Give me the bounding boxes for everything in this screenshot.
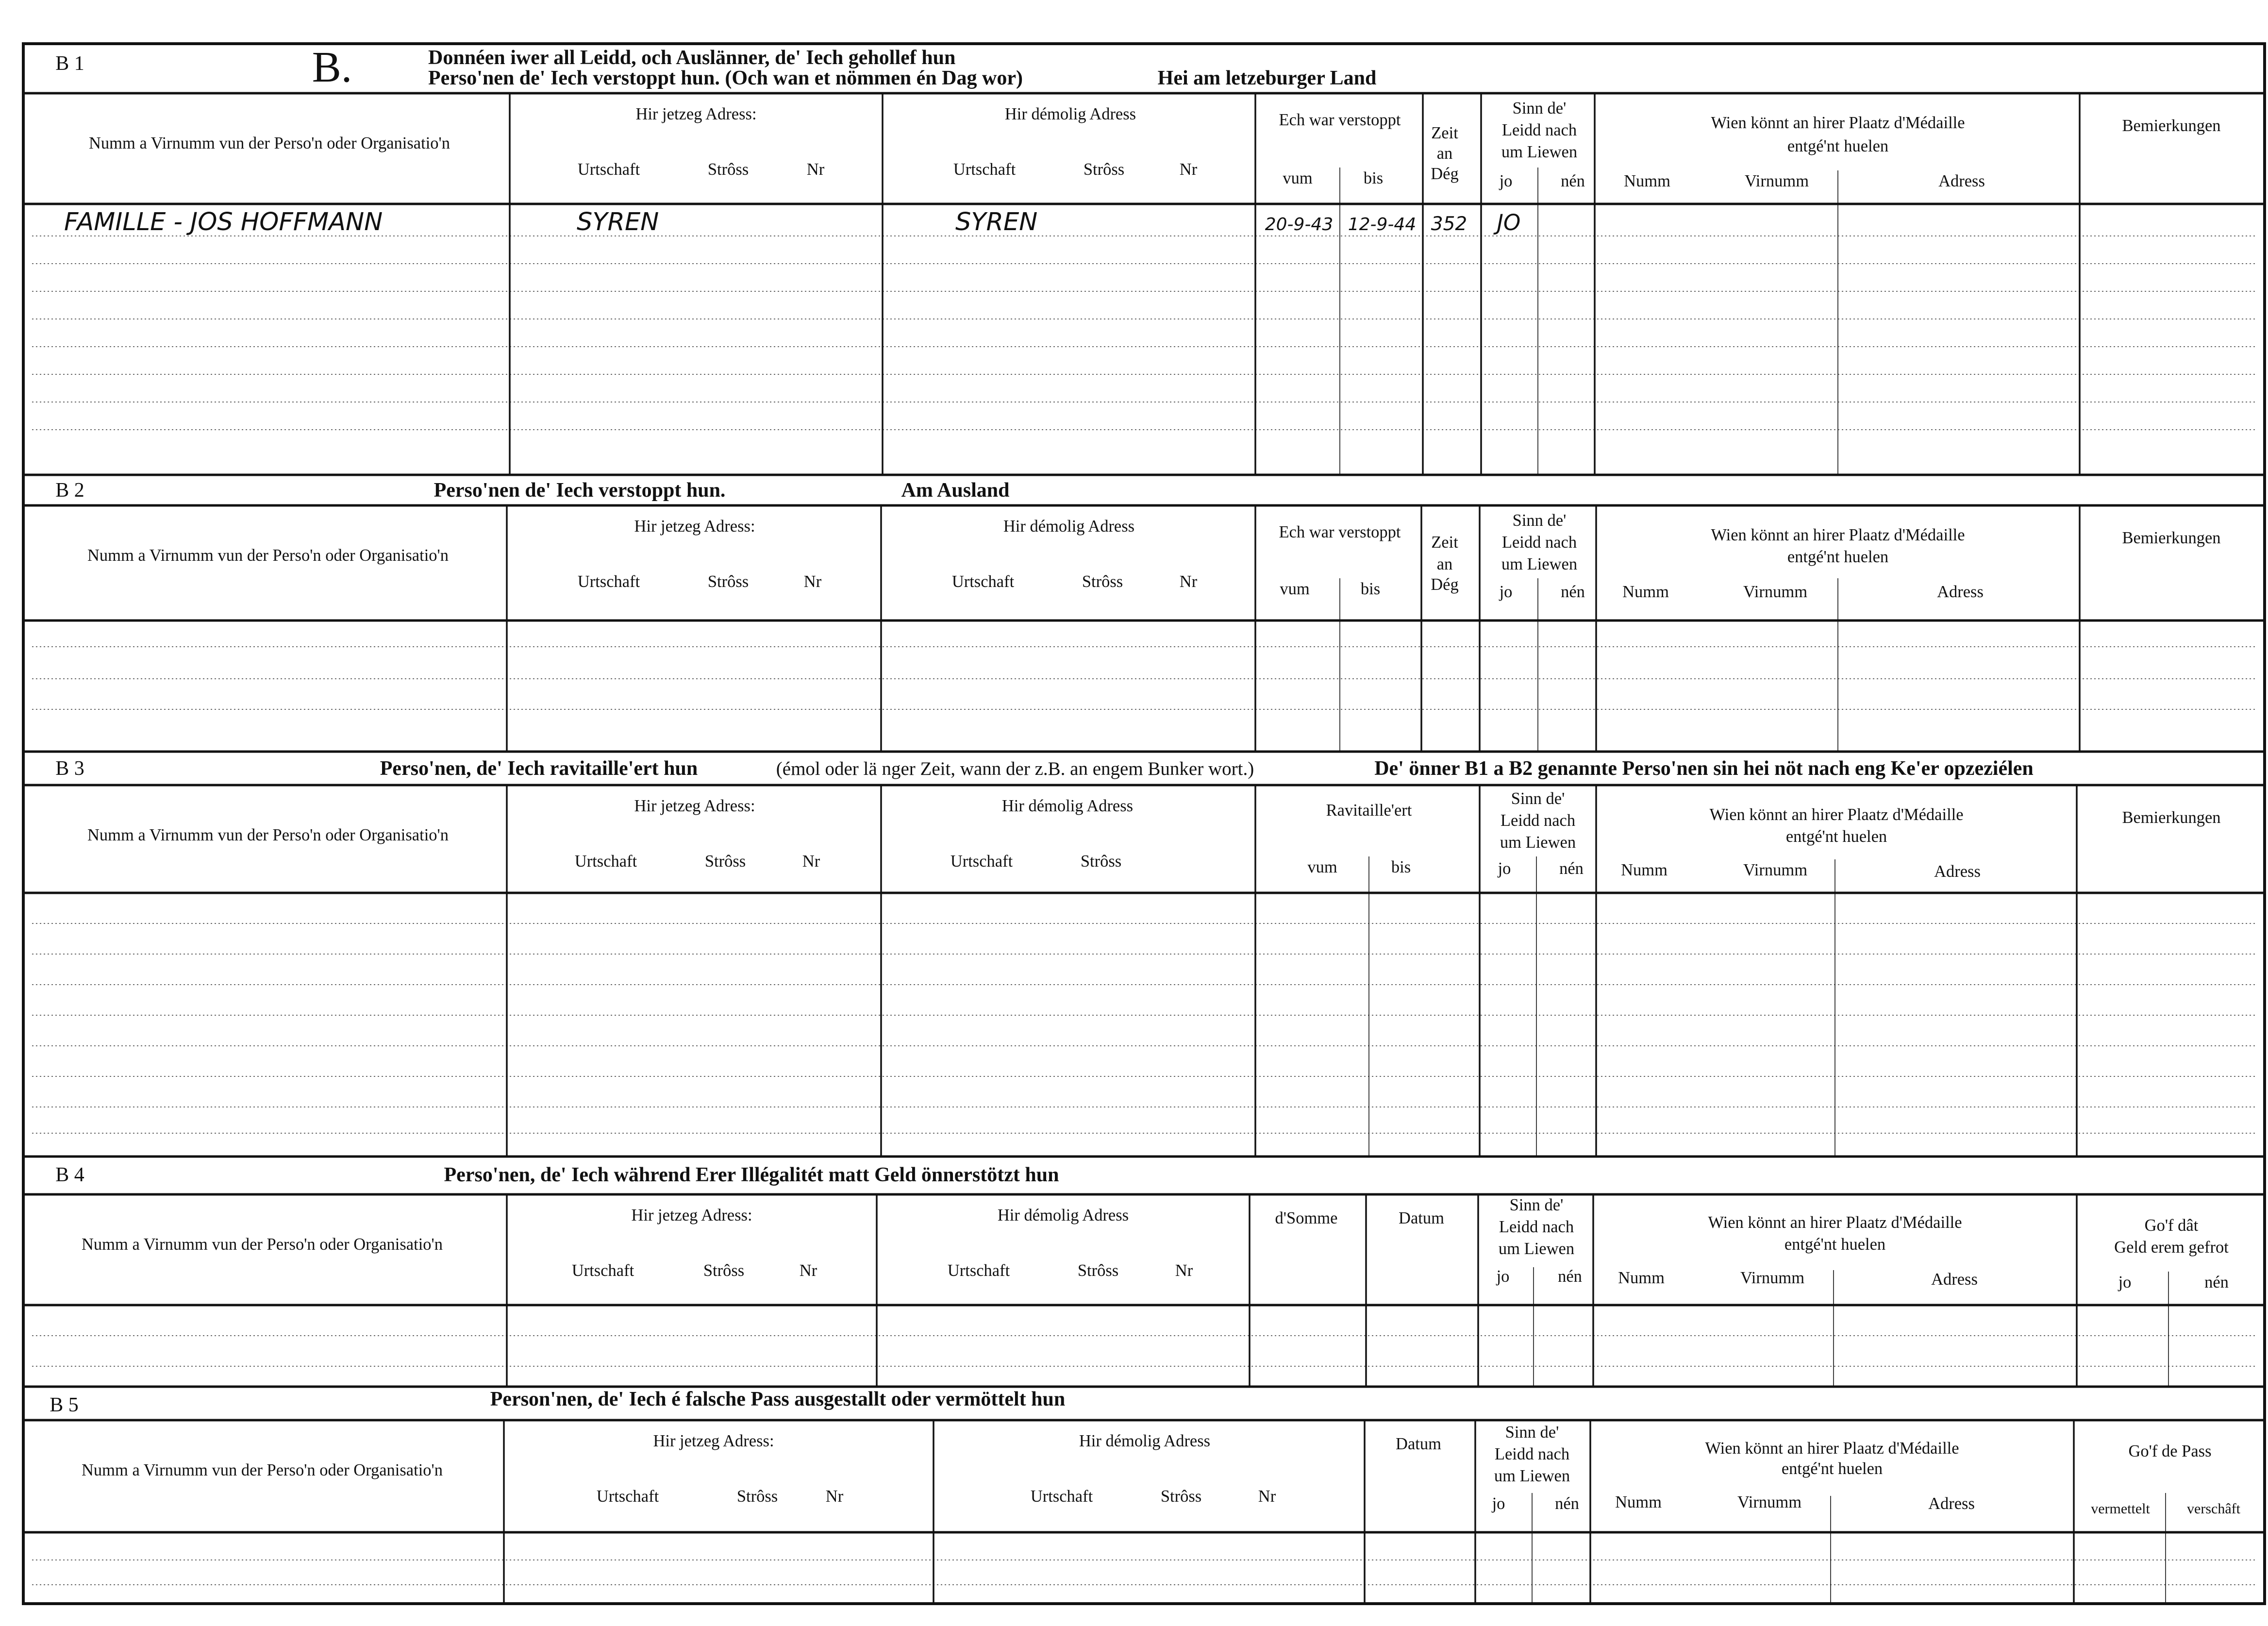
entry-from-date: 20-9-43	[1265, 215, 1334, 235]
sub-header: Strôss	[736, 1487, 778, 1506]
column-header-name: Numm a Virnumm vun der Perso'n oder Organisatio'n	[88, 134, 450, 152]
column-header-recipient: Wien könnt an hirer Plaatz d'Médaille	[1708, 1213, 1962, 1232]
section-big-letter: B.	[312, 43, 352, 91]
sub-header: Urtschaft	[571, 1261, 634, 1280]
column-header-recipient: entgé'nt huelen	[1787, 137, 1889, 155]
section-code: B 1	[55, 52, 84, 75]
column-header-previous-address: Hir démolig Adress	[1004, 105, 1136, 123]
section-title: Perso'nen, de' Iech ravitaille'ert hun	[380, 757, 698, 780]
sub-header: Virnumm	[1743, 583, 1808, 601]
column-header-recipient: Wien könnt an hirer Plaatz d'Médaille	[1709, 805, 1964, 824]
column-header-date: Datum	[1396, 1435, 1441, 1453]
entry-days: 352	[1431, 213, 1468, 235]
column-header-amount: d'Somme	[1275, 1209, 1338, 1227]
column-header-current-address: Hir jetzeg Adress:	[631, 1206, 752, 1224]
section-code: B 4	[55, 1164, 84, 1186]
sub-header: Urtschaft	[1030, 1487, 1093, 1506]
column-header-alive: Leidd nach	[1501, 533, 1577, 552]
sub-header: Numm	[1622, 583, 1669, 601]
section-code: B 3	[55, 757, 84, 780]
sub-header: nén	[1555, 1494, 1579, 1513]
sub-header: Numm	[1621, 861, 1668, 879]
sub-header: Urtschaft	[947, 1261, 1010, 1280]
sub-header: Virnumm	[1743, 861, 1808, 879]
section-title-extra: De' önner B1 a B2 genannte Perso'nen sin hei nöt nach eng Ke'er opzeziélen	[1374, 757, 2034, 780]
sub-header: verschâft	[2187, 1501, 2240, 1517]
sub-header: Adress	[1938, 172, 1985, 190]
sub-header: Adress	[1928, 1494, 1975, 1513]
column-header-time: an	[1436, 144, 1453, 163]
sub-header: nén	[1558, 1267, 1582, 1286]
column-header-previous-address: Hir démolig Adress	[1079, 1432, 1211, 1450]
sub-header: bis	[1391, 858, 1411, 876]
column-header-previous-address: Hir démolig Adress	[1001, 797, 1134, 815]
entry-name: FAMILLE - JOS HOFFMANN	[64, 208, 383, 236]
sub-header: jo	[1496, 1267, 1510, 1286]
sub-header: Strôss	[707, 572, 749, 591]
column-header-current-address: Hir jetzeg Adress:	[635, 105, 757, 123]
sub-header: Adress	[1934, 862, 1981, 881]
column-header-recipient: entgé'nt huelen	[1781, 1459, 1883, 1478]
column-header-previous-address: Hir démolig Adress	[1003, 517, 1135, 536]
column-header-hidden: Ech war verstoppt	[1279, 111, 1401, 129]
sub-header: Nr	[1179, 160, 1198, 179]
column-header-passport: Go'f de Pass	[2128, 1442, 2212, 1460]
sub-header: Adress	[1931, 1270, 1978, 1289]
column-header-alive: Sinn de'	[1505, 1423, 1559, 1442]
section-title: Perso'nen, de' Iech während Erer Illégalitét matt Geld önnerstötzt hun	[444, 1164, 1059, 1186]
sub-header: nén	[1561, 583, 1585, 601]
sub-header: Urtschaft	[577, 572, 640, 591]
sub-header: jo	[1498, 859, 1511, 878]
sub-header: Strôss	[703, 1261, 745, 1280]
section-title-extra: Hei am letzeburger Land	[1157, 67, 1377, 89]
column-header-supplied: Ravitaille'ert	[1326, 801, 1412, 820]
sub-header: Strôss	[1160, 1487, 1202, 1506]
column-header-time: an	[1436, 555, 1453, 573]
sub-header: nén	[1559, 859, 1584, 878]
section-code: B 5	[50, 1394, 79, 1416]
column-header-remarks: Bemierkungen	[2122, 808, 2221, 827]
sub-header: jo	[1499, 172, 1513, 190]
column-header-recipient: Wien könnt an hirer Plaatz d'Médaille	[1711, 526, 1965, 544]
section-title-extra: Am Ausland	[901, 479, 1010, 502]
entry-current-place: SYREN	[577, 208, 659, 236]
entry-alive-yes: JO	[1497, 210, 1521, 235]
sub-header: Strôss	[704, 852, 746, 871]
sub-header: Nr	[803, 572, 822, 591]
column-header-alive: Leidd nach	[1500, 811, 1576, 830]
column-header-recipient: Wien könnt an hirer Plaatz d'Médaille	[1705, 1439, 1959, 1458]
column-header-date: Datum	[1399, 1209, 1444, 1227]
column-header-current-address: Hir jetzeg Adress:	[634, 517, 755, 536]
column-header-alive: um Liewen	[1501, 555, 1578, 573]
sub-header: vum	[1307, 858, 1337, 876]
sub-header: nén	[2204, 1273, 2229, 1291]
sub-header: bis	[1363, 169, 1384, 187]
sub-header: Strôss	[707, 160, 749, 179]
sub-header: Strôss	[1082, 572, 1123, 591]
section-title-note: (émol oder lä nger Zeit, wann der z.B. an engem Bunker wort.)	[776, 758, 1254, 779]
sub-header: Nr	[825, 1487, 844, 1506]
column-header-alive: Leidd nach	[1494, 1445, 1570, 1463]
column-header-alive: Sinn de'	[1511, 789, 1565, 808]
section-subtitle: Perso'nen de' Iech verstoppt hun. (Och wan et nömmen én Dag wor)	[428, 67, 1023, 89]
sub-header: Virnumm	[1737, 1493, 1802, 1511]
column-header-time: Dég	[1431, 165, 1459, 183]
column-header-alive: Leidd nach	[1499, 1218, 1574, 1236]
sub-header: Nr	[802, 852, 820, 871]
sub-header: nén	[1561, 172, 1585, 190]
sub-header: vermettelt	[2091, 1501, 2150, 1517]
column-header-alive: Leidd nach	[1501, 121, 1577, 139]
column-header-alive: Sinn de'	[1512, 511, 1567, 530]
sub-header: Strôss	[1080, 852, 1122, 871]
sub-header: Adress	[1937, 583, 1984, 601]
sub-header: Urtschaft	[574, 852, 637, 871]
sub-header: bis	[1360, 580, 1381, 598]
section-title: Person'nen, de' Iech é falsche Pass ausgestallt oder vermöttelt hun	[490, 1388, 1066, 1410]
column-header-recipient: entgé'nt huelen	[1787, 548, 1889, 566]
column-header-current-address: Hir jetzeg Adress:	[653, 1432, 774, 1450]
sub-header: jo	[1499, 583, 1513, 601]
entry-previous-place: SYREN	[955, 208, 1038, 236]
sub-header: vum	[1283, 169, 1313, 187]
sub-header: Urtschaft	[596, 1487, 659, 1506]
sub-header: Nr	[1175, 1261, 1193, 1280]
section-title: Donnéen iwer all Leidd, och Auslänner, de' Iech gehollef hun	[428, 47, 956, 69]
column-header-current-address: Hir jetzeg Adress:	[634, 797, 755, 815]
sub-header: Numm	[1615, 1493, 1662, 1511]
sub-header: Numm	[1618, 1269, 1665, 1287]
sub-header: Strôss	[1077, 1261, 1119, 1280]
column-header-remarks: Bemierkungen	[2122, 117, 2221, 135]
sub-header: jo	[1492, 1494, 1505, 1513]
sub-header: Virnumm	[1744, 172, 1809, 190]
sub-header: Nr	[799, 1261, 817, 1280]
sub-header: Urtschaft	[953, 160, 1016, 179]
sub-header: Nr	[1258, 1487, 1276, 1506]
column-header-money-returned: Geld erem gefrot	[2114, 1238, 2229, 1257]
column-header-name: Numm a Virnumm vun der Perso'n oder Organisatio'n	[81, 1235, 443, 1254]
sub-header: Urtschaft	[951, 572, 1015, 591]
column-header-alive: Sinn de'	[1509, 1196, 1564, 1214]
column-header-time: Zeit	[1431, 124, 1458, 142]
column-header-recipient: Wien könnt an hirer Plaatz d'Médaille	[1711, 114, 1965, 132]
column-header-name: Numm a Virnumm vun der Perso'n oder Organisatio'n	[87, 546, 449, 565]
column-header-alive: um Liewen	[1498, 1240, 1575, 1258]
sub-header: Strôss	[1083, 160, 1125, 179]
sub-header: vum	[1280, 580, 1310, 598]
sub-header: Numm	[1624, 172, 1670, 190]
sub-header: jo	[2118, 1273, 2132, 1291]
column-header-alive: Sinn de'	[1512, 99, 1567, 117]
column-header-alive: um Liewen	[1494, 1467, 1570, 1485]
sub-header: Virnumm	[1740, 1269, 1805, 1287]
column-header-previous-address: Hir démolig Adress	[997, 1206, 1129, 1224]
column-header-alive: um Liewen	[1501, 143, 1578, 161]
column-header-money-returned: Go'f dât	[2144, 1216, 2199, 1235]
sub-header: Nr	[806, 160, 825, 179]
sub-header: Urtschaft	[950, 852, 1013, 871]
column-header-name: Numm a Virnumm vun der Perso'n oder Organisatio'n	[81, 1461, 443, 1479]
column-header-time: Dég	[1431, 575, 1459, 594]
sub-header: Urtschaft	[577, 160, 640, 179]
section-code: B 2	[55, 479, 84, 502]
column-header-hidden: Ech war verstoppt	[1279, 523, 1401, 541]
column-header-time: Zeit	[1431, 533, 1458, 552]
entry-to-date: 12-9-44	[1348, 215, 1417, 235]
sub-header: Nr	[1179, 572, 1198, 591]
column-header-name: Numm a Virnumm vun der Perso'n oder Organisatio'n	[87, 826, 449, 844]
column-header-recipient: entgé'nt huelen	[1785, 827, 1887, 846]
column-header-alive: um Liewen	[1500, 833, 1576, 852]
section-title: Perso'nen de' Iech verstoppt hun.	[434, 479, 726, 502]
column-header-remarks: Bemierkungen	[2122, 529, 2221, 547]
column-header-recipient: entgé'nt huelen	[1784, 1235, 1886, 1254]
form-texts	[50, 43, 2240, 1517]
